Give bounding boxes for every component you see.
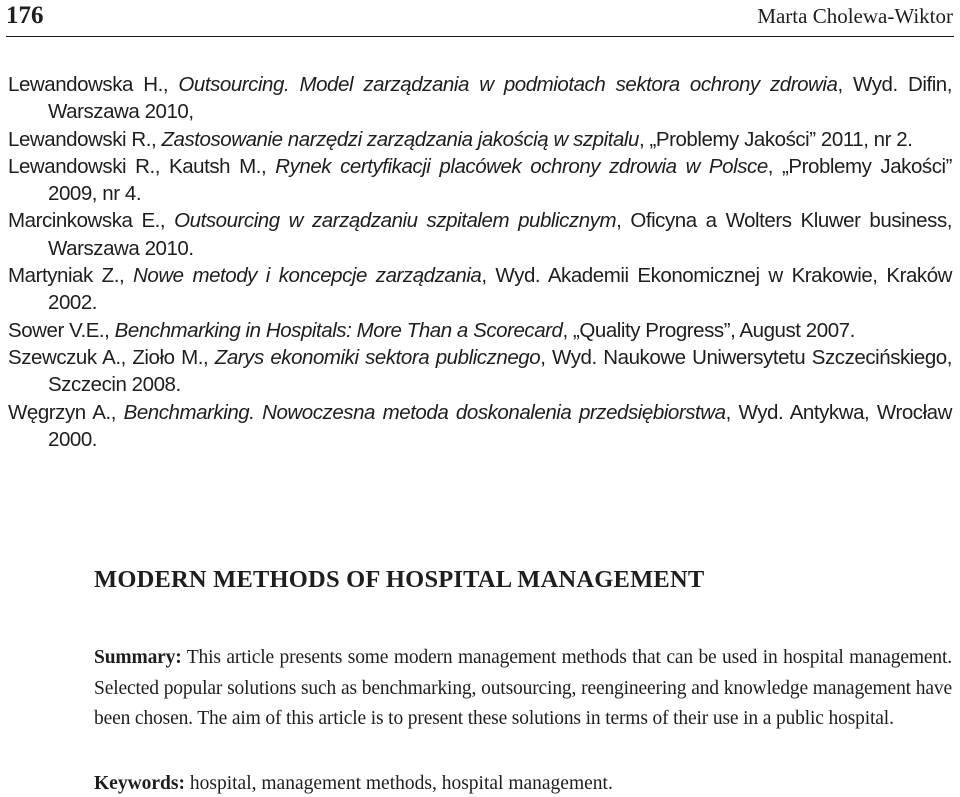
reference-item [8,344,952,399]
reference-authors: Sower V.E., [8,318,115,342]
reference-authors: Lewandowski R., [8,127,162,151]
reference-publication: , „Quality Progress”, August 2007. [562,318,855,342]
reference-title: Outsourcing. Model zarządzania w podmiotach sektora ochrony zdrowia [178,73,838,96]
reference-authors: Węgrzyn A., [8,400,124,424]
reference-title: Nowe metody i koncepcje zarządzania [133,264,482,288]
reference-title: Rynek certyfikacji placówek ochrony zdrowia w Polsce [275,154,768,178]
reference-item [8,126,952,153]
reference-title: Outsourcing w zarządzaniu szpitalem publicznym [174,209,617,233]
reference-publication: , Wyd. Akademii Ekonomicznej w Krakowie, Kraków 2002. [48,264,952,315]
reference-item [8,153,952,208]
reference-title: Zastosowanie narzędzi zarządzania jakością w szpitalu [161,127,639,151]
reference-publication: , Wyd. Difin, Warszawa 2010, [48,73,952,124]
reference-authors: Martyniak Z., [8,264,134,288]
article-title: MODERN METHODS OF HOSPITAL MANAGEMENT [94,566,705,593]
reference-title: Benchmarking. Nowoczesna metoda doskonalenia przedsiębiorstwa [123,400,726,424]
reference-title: Benchmarking in Hospitals: More Than a Scorecard [114,318,563,342]
summary-paragraph [94,643,952,735]
reference-item [8,262,952,317]
page-number: 176 [6,2,44,29]
reference-authors: Szewczuk A., Zioło M., [8,345,215,369]
reference-authors: Lewandowski R., Kautsh M., [8,154,276,178]
header-rule [6,36,954,37]
keywords-label: Keywords: [94,773,185,794]
summary-text: This article presents some modern management methods that can be used in hospital management. Selected popular solutions such as benchmarking, outsourcing, reengineering and knowledge management have been chosen. The aim of this article is to present these solutions in terms of their use in a public hospital. [94,647,952,729]
reference-publication: , „Problemy Jakości” 2011, nr 2. [638,127,913,151]
reference-item [8,71,952,126]
reference-publication: , „Problemy Jakości” 2009, nr 4. [48,154,952,206]
reference-title: Zarys ekonomiki sektora publicznego [214,345,541,369]
keywords-text: hospital, management methods, hospital management. [185,773,613,794]
reference-item [8,399,952,454]
reference-item [8,317,952,344]
running-head-author: Marta Cholewa-Wiktor [757,4,953,28]
reference-publication: , Oficyna a Wolters Kluwer business, Warszawa 2010. [48,209,952,260]
reference-publication: , Wyd. Antykwa, Wrocław 2000. [48,400,952,451]
reference-item [8,207,952,262]
keywords-paragraph [94,771,952,797]
reference-authors: Lewandowska H., [8,73,179,96]
reference-authors: Marcinkowska E., [8,209,175,233]
reference-publication: , Wyd. Naukowe Uniwersytetu Szczecińskiego, Szczecin 2008. [48,345,952,397]
summary-label: Summary: [94,647,182,668]
reference-list [8,71,952,453]
